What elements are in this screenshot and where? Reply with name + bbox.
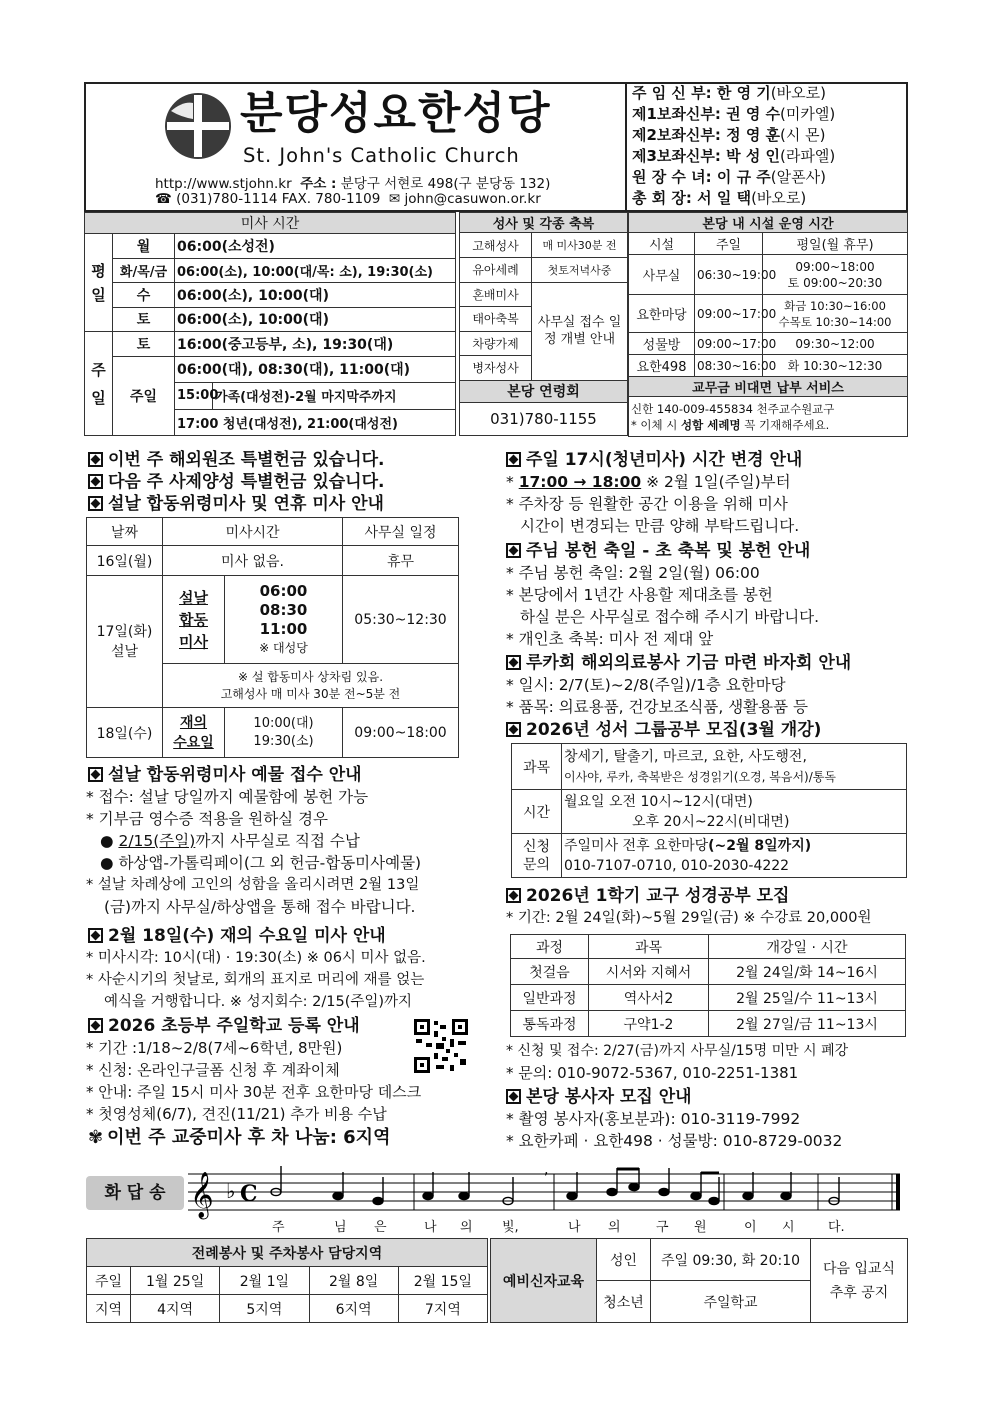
- table-row: 첫걸음 시서와 지혜서 2월 24일/화 14~16시: [511, 959, 906, 985]
- clergy-row: 원 장 수 녀: 이 규 주(알폰사): [632, 168, 826, 186]
- clergy-row: 총 회 장: 서 일 택(바오로): [632, 189, 807, 207]
- diocese-study-title: 2026년 1학기 교구 성경공부 모집: [506, 885, 789, 907]
- diocese-study-period: * 기간: 2월 24일(화)~5월 29일(금) ※ 수강료 20,000원: [506, 910, 872, 926]
- notice-holiday-mass: 설날 합동위령미사 및 연휴 미사 안내: [88, 493, 384, 515]
- church-subtitle: St. John's Catholic Church: [243, 144, 520, 167]
- church-title: 분당성요한성당: [240, 88, 552, 139]
- clergy-divider: [625, 82, 627, 212]
- duty-area-table: 전례봉사 및 주차봉사 담당지역 주일 1월 25일 2월 1일 2월 8일 2월 15일 지역 4지역 5지역 6지역 7지역: [86, 1238, 488, 1322]
- notice-bullet-icon: [88, 1018, 103, 1033]
- clergy-row: 제1보좌신부: 권 영 수(미카엘): [632, 105, 836, 123]
- sunday-school-body: * 기간 :1/18~2/8(7세~6학년, 8만원) * 신청: 온라인구글폼 신청 후 계좌이체 * 안내: 주일 15시 미사 30분 전후 요한마당 데스크 * 첫영성체(6/7), 견진(11/21) 추가 비용 수납: [86, 1039, 422, 1123]
- notice-bullet-icon: [506, 888, 521, 903]
- notice-bullet-icon: [88, 767, 103, 782]
- flower-icon: ✾: [88, 1127, 104, 1148]
- youth-mass-title: 주일 17시(청년미사) 시간 변경 안내: [506, 449, 802, 471]
- bazaar-body: * 일시: 2/7(토)~2/8(주일)/1층 요한마당 * 품목: 의료용품, 건강보조식품, 생활용품 등: [506, 676, 809, 716]
- notice-bullet-icon: [506, 655, 521, 670]
- candle-blessing-body: * 주님 봉헌 축일: 2월 2일(월) 06:00 * 본당에서 1년간 사용할 제대초를 봉헌 하실 분은 사무실로 접수해 주시기 바랍니다. * 개인초 축복: 미사 전 제대 앞: [506, 564, 820, 648]
- svg-text:♭: ♭: [226, 1179, 236, 1203]
- clergy-row: 제2보좌신부: 정 영 훈(시 몬): [632, 126, 826, 144]
- candle-blessing-title: 주님 봉헌 축일 - 초 축복 및 봉헌 안내: [506, 540, 810, 562]
- mail-icon: ✉: [388, 191, 401, 207]
- ash-wednesday-body: * 미사시각: 10시(대) · 19:30(소) ※ 06시 미사 없음. * 사순시기의 첫날로, 회개의 표지로 머리에 재를 얹는 예식을 거행합니다. ※ 성지회수: 2/15(주일)까지: [86, 950, 426, 1010]
- clergy-row: 주 임 신 부: 한 영 기(바오로): [632, 84, 826, 102]
- psalm-staff: [188, 1162, 904, 1218]
- notice-bullet-icon: [506, 543, 521, 558]
- contact-line-2: ☎ (031)780-1114 FAX. 780-1109 ✉ john@casuwon.or.kr: [155, 191, 541, 207]
- ash-wednesday-title: 2월 18일(수) 재의 수요일 미사 안내: [88, 925, 386, 947]
- volunteer-body: * 촬영 봉사자(홍보분과): 010-3119-7992 * 요한카페 · 요한498 · 성물방: 010-8729-0032: [506, 1110, 843, 1150]
- church-logo-icon: [163, 91, 233, 161]
- holiday-mass-table: 날짜 미사시간 사무실 일정 16일(월) 미사 없음. 휴무 17일(화) 설날 설날 합동 미사 06:00 08:30 11:00 ※ 대성당 05:30~12:30 ※ 설 합동미사 상차림 있음. 고해성사 매 미사 30분 전~5분 전 18일(수) 재의 수요일 10:00(대) 19:30(소) 09:00~18:00: [86, 517, 459, 757]
- funeral-contact-phone: 031)780-1155: [460, 403, 628, 436]
- volunteer-title: 본당 봉사자 모집 안내: [506, 1086, 692, 1108]
- notice-bullet-icon: [88, 496, 103, 511]
- diocese-study-footer: * 신청 및 접수: 2/27(금)까지 사무실/15명 미만 시 폐강 * 문의: 010-9072-5367, 010-2251-1381: [506, 1043, 849, 1082]
- notice-bullet-icon: [506, 1089, 521, 1104]
- psalm-label: 화 답 송: [86, 1176, 184, 1210]
- svg-text:,: ,: [544, 1162, 549, 1178]
- bible-group-table: 과목 창세기, 탈출기, 마르코, 요한, 사도행전, 이사야, 루카, 축복받은 성경읽기(오경, 복음서)/통독 시간 월요일 오전 10시~12시(대면) 오후 20시~22시(비대면) 신청 문의 주일미사 전후 요한마당(~2월 8일까지) 010-7107-0710, 010-2030-4222: [511, 743, 907, 877]
- email-link[interactable]: john@casuwon.or.kr: [404, 191, 541, 207]
- catechumen-table: 예비신자교육 성인 주일 09:30, 화 20:10 다음 입교식 추후 공지 청소년 주일학교: [490, 1238, 908, 1322]
- psalm-lyrics: 주 님 은 나 의 빛, 나 의 구 원 이 시 다.: [272, 1220, 845, 1235]
- phone-icon: ☎: [155, 191, 172, 207]
- table-row: 일반과정 역사서2 2월 25일/수 11~13시: [511, 985, 906, 1011]
- tea-sharing-notice: ✾ 이번 주 교중미사 후 차 나눔: 6지역: [88, 1127, 391, 1148]
- notice-overseas-aid: 이번 주 해외원조 특별헌금 있습니다.: [88, 449, 384, 471]
- svg-text:C: C: [240, 1181, 258, 1207]
- mass-schedule-table: 미사 시간 평일 월 06:00(소성전) 화/목/금 06:00(소), 10:00(대/목: 소), 19:30(소) 수 06:00(소), 10:00(대) 토 06:00(소), 10:00(대) 주일 토 16:00(중고등부, 소), 19:30(대) 주일 06:00(대), 08:30(대), 11:00(대) 15:00 가족(대성전)-2월 마지막주까지 17:00 청년(대성전), 21:00(대성전): [84, 212, 456, 436]
- website-link[interactable]: http://www.stjohn.kr: [155, 176, 292, 192]
- bible-group-title: 2026년 성서 그룹공부 모집(3월 개강): [506, 719, 821, 741]
- contact-line-1: http://www.stjohn.kr 주소 : 분당구 서현로 498(구 분당동 132): [155, 176, 551, 192]
- sunday-school-title: 2026 초등부 주일학교 등록 안내: [88, 1015, 360, 1037]
- offering-body: * 접수: 설날 당일까지 예물함에 봉헌 가능 * 기부금 영수증 적용을 원하실 경우 ● 2/15(주일)까지 사무실로 직접 수납 ● 하상앱-가톨릭페이(그 외 헌금-합동미사예물) * 설날 차례상에 고인의 성함을 올리시려면 2월 13일 (금)까지 사무실/하상앱을 통해 접수 바랍니다.: [86, 788, 422, 916]
- notice-bullet-icon: [88, 474, 103, 489]
- clergy-row: 제3보좌신부: 박 성 인(라파엘): [632, 147, 836, 165]
- table-row: 통독과정 구약1-2 2월 27일/금 11~13시: [511, 1011, 906, 1037]
- youth-mass-body: * 17:00 → 18:00 ※ 2월 1일(주일)부터 * 주차장 등 원활한 공간 이용을 위해 미사 시간이 변경되는 만큼 양해 부탁드립니다.: [506, 473, 800, 535]
- notice-bullet-icon: [88, 928, 103, 943]
- offering-section-title: 설날 합동위령미사 예물 접수 안내: [88, 764, 362, 786]
- facility-table: 본당 내 시설 운영 시간 시설 주일 평일(월 휴무) 사무실 06:30~19:00 09:00~18:00 토 09:00~20:30 요한마당 09:00~17:00 화금 10:30~16:00 수목토 10:30~14:00 성물방 09:00~17:00 09:30~12:00 요한498 08:30~16:00 화 10:30~12:30 교무금 비대면 납부 서비스 신한 140-009-455834 천주교수원교구 * 이체 시 성함 세례명 꼭 기재해주세요.: [628, 212, 908, 436]
- notice-bullet-icon: [506, 452, 521, 467]
- notice-bullet-icon: [88, 452, 103, 467]
- clergy-list: [632, 83, 907, 209]
- diocese-study-table: 과정 과목 개강일 · 시간 첫걸음 시서와 지혜서 2월 24일/화 14~16시 일반과정 역사서2 2월 25일/수 11~13시 통독과정 구약1-2 2월 27일/금 11~13시: [510, 934, 906, 1036]
- sacrament-table: 성사 및 각종 축복 고해성사 매 미사30분 전 유아세례 첫토저녁사중 혼배미사 사무실 접수 일정 개별 안내 태아축복 차량가제 병자성사 본당 연령회 031)780-1155: [459, 212, 628, 436]
- notice-priest-formation: 다음 주 사제양성 특별헌금 있습니다.: [88, 471, 384, 493]
- svg-text:𝄞: 𝄞: [190, 1172, 214, 1218]
- bazaar-title: 루카회 해외의료봉사 기금 마련 바자회 안내: [506, 652, 851, 674]
- notice-bullet-icon: [506, 722, 521, 737]
